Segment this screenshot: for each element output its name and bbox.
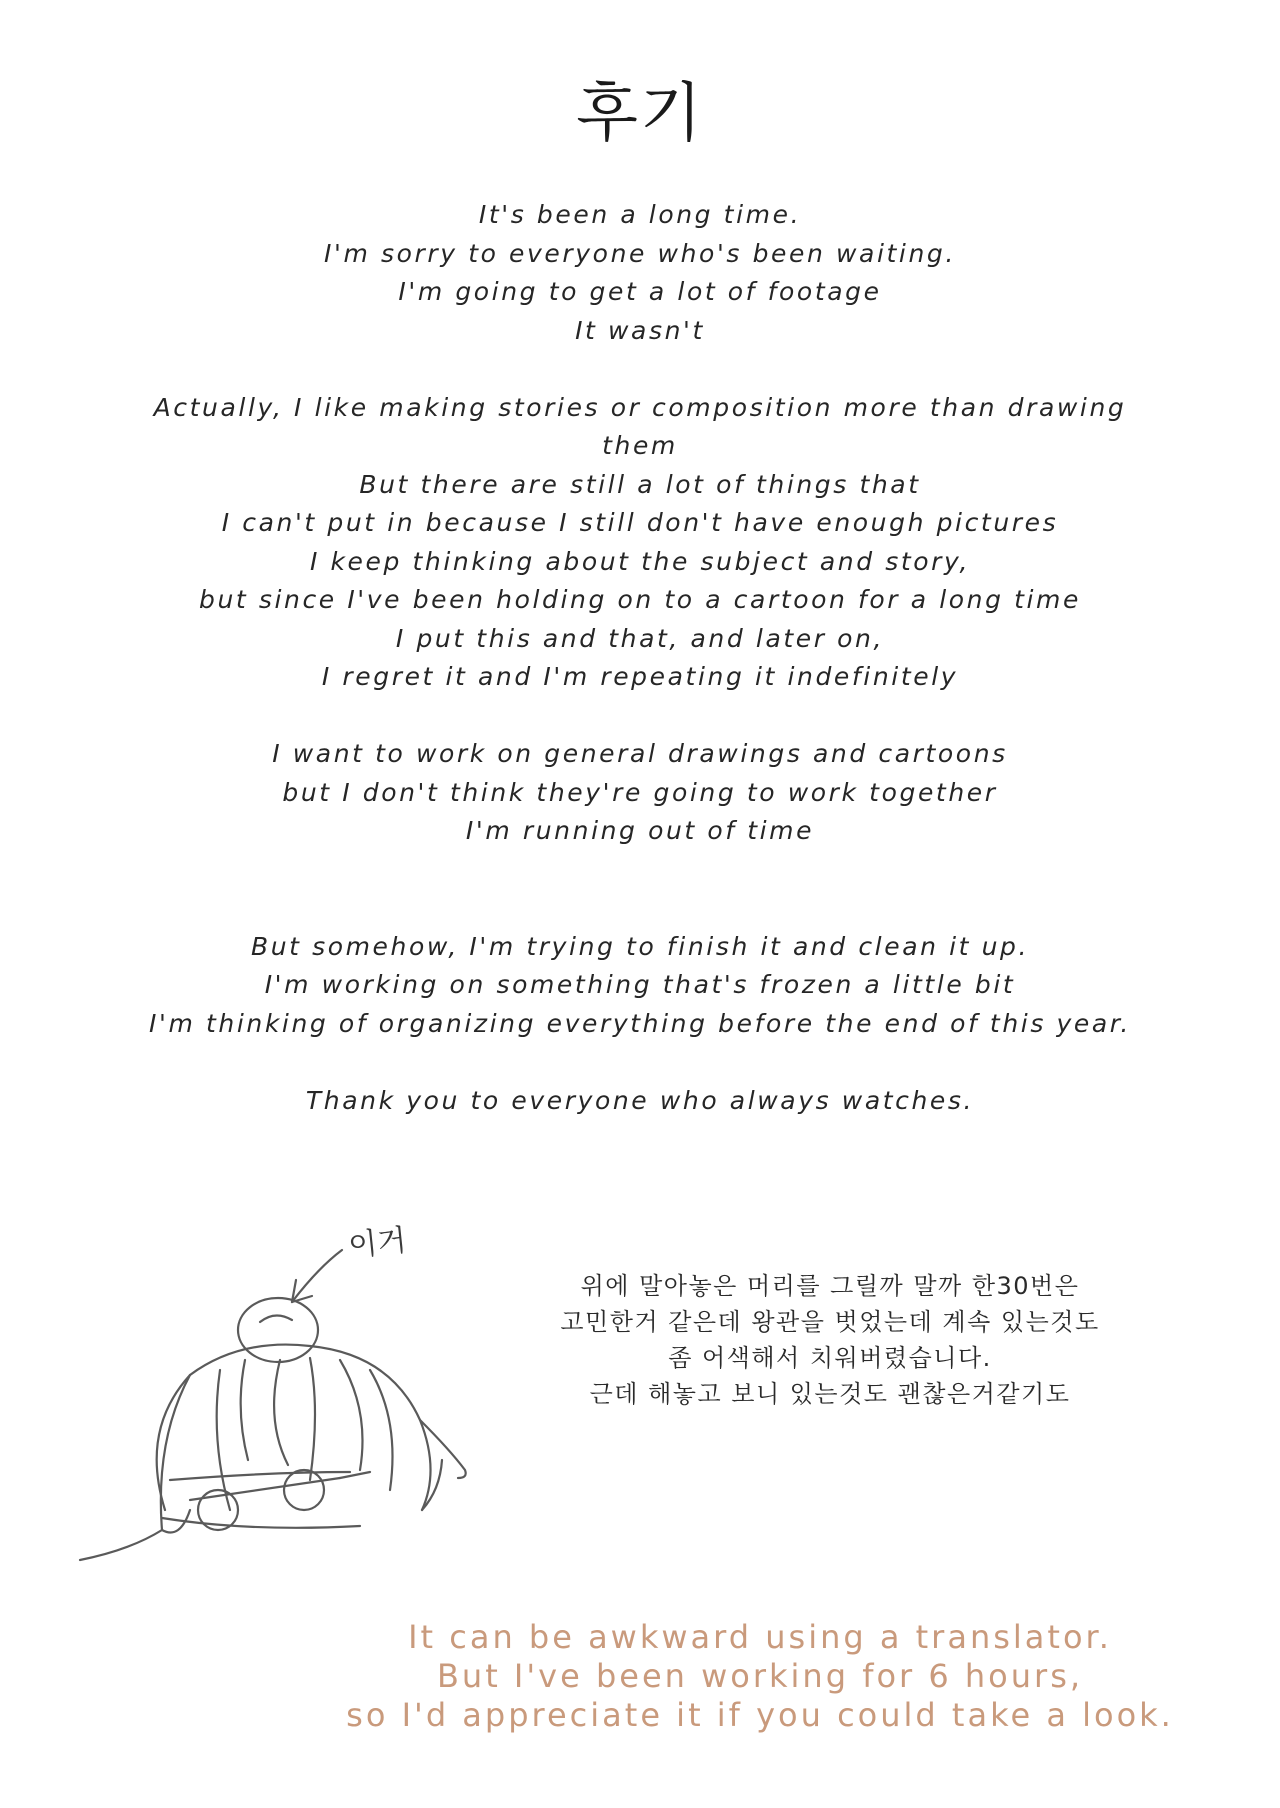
paragraph-line: I can't put in because I still don't have enough pictures bbox=[221, 508, 1059, 537]
arrow-icon bbox=[292, 1250, 342, 1302]
paragraph-line: It's been a long time. bbox=[478, 200, 802, 229]
korean-note-line: 고민한거 같은데 왕관을 벗었는데 계속 있는것도 bbox=[560, 1308, 1100, 1336]
paragraph-line: Actually, I like making stories or composition more than drawing bbox=[153, 392, 1127, 422]
translator-note-line: It can be awkward using a translator. bbox=[408, 1618, 1112, 1656]
paragraph-line: I keep thinking about the subject and story, bbox=[309, 546, 971, 576]
translator-note-line: so I'd appreciate it if you could take a look. bbox=[346, 1696, 1174, 1734]
paragraph-line: But somehow, I'm trying to finish it and clean it up. bbox=[250, 931, 1030, 961]
paragraph-gap bbox=[60, 697, 1220, 736]
korean-note-line: 좀 어색해서 치워버렸습니다. bbox=[668, 1344, 992, 1372]
paragraph-line: I put this and that, and later on, bbox=[395, 623, 885, 653]
paragraph-gap bbox=[60, 851, 1220, 928]
paragraph-line: I regret it and I'm repeating it indefinitely bbox=[321, 662, 959, 691]
paragraph-line: It wasn't bbox=[575, 315, 705, 345]
paragraph-line: But there are still a lot of things that bbox=[359, 469, 921, 499]
paragraph-line: I want to work on general drawings and cartoons bbox=[272, 739, 1008, 768]
paragraph-line: Thank you to everyone who always watches. bbox=[305, 1085, 975, 1115]
korean-note-line: 근데 해놓고 보니 있는것도 괜찮은거같기도 bbox=[589, 1380, 1071, 1408]
translator-note bbox=[280, 1618, 1240, 1735]
korean-note bbox=[520, 1268, 1140, 1412]
paragraph-line: them bbox=[602, 431, 678, 460]
paragraph-line: but since I've been holding on to a cartoon for a long time bbox=[198, 585, 1081, 614]
paragraph-line: I'm going to get a lot of footage bbox=[398, 277, 882, 306]
paragraph-line: I'm thinking of organizing everything before the end of this year. bbox=[149, 1008, 1131, 1038]
paragraph-line: I'm sorry to everyone who's been waiting. bbox=[324, 238, 956, 268]
paragraph-gap bbox=[60, 350, 1220, 389]
translator-note-line: But I've been working for 6 hours, bbox=[436, 1657, 1084, 1695]
paragraph-line: I'm working on something that's frozen a little bit bbox=[264, 970, 1016, 999]
arrow-label: 이거 bbox=[346, 1223, 409, 1264]
right-eye bbox=[284, 1470, 324, 1510]
hair-bun bbox=[238, 1298, 318, 1362]
chibi-character-sketch-icon bbox=[70, 1210, 510, 1630]
page-title: 후기 bbox=[576, 77, 704, 151]
paragraph-line: but I don't think they're going to work together bbox=[282, 777, 998, 807]
paragraph-line: I'm running out of time bbox=[465, 816, 815, 845]
afterword-body bbox=[60, 196, 1220, 1120]
korean-note-line: 위에 말아놓은 머리를 그릴까 말까 한30번은 bbox=[580, 1272, 1080, 1300]
paragraph-gap bbox=[60, 1043, 1220, 1082]
